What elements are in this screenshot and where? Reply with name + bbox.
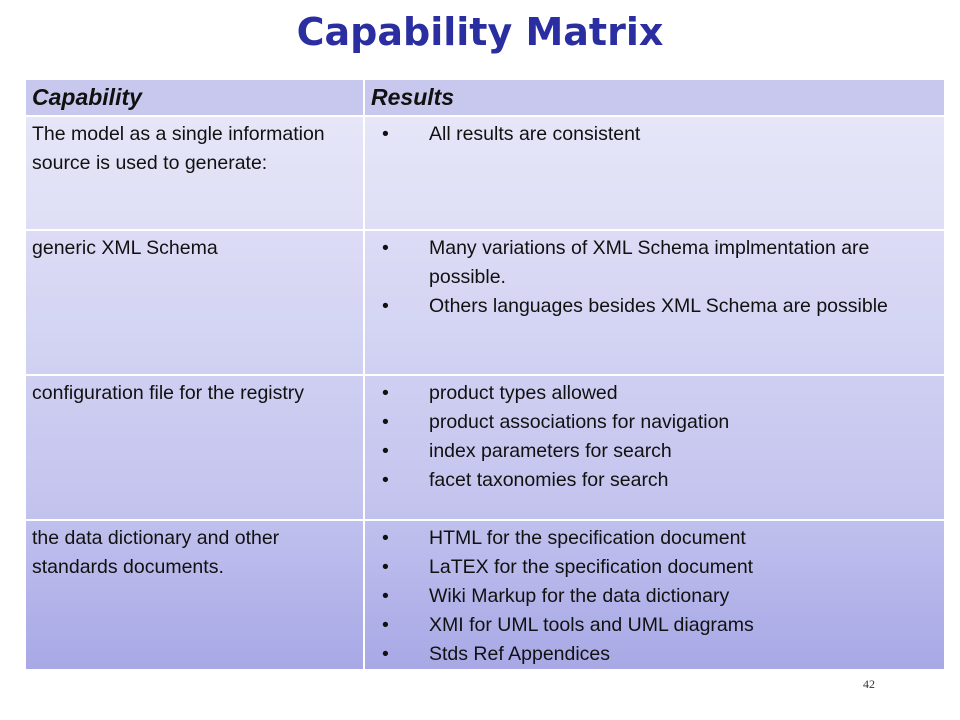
result-text: HTML for the specification document bbox=[429, 527, 746, 549]
bullet-icon: • bbox=[382, 643, 389, 665]
bullet-icon: • bbox=[382, 237, 389, 259]
table-row bbox=[25, 116, 945, 230]
bullet-icon: • bbox=[382, 527, 389, 549]
result-text: XMI for UML tools and UML diagrams bbox=[429, 614, 754, 636]
results-list bbox=[371, 234, 938, 321]
slide-title: Capability Matrix bbox=[296, 10, 664, 54]
capability-cell: generic XML Schema bbox=[25, 230, 364, 375]
result-text: facet taxonomies for search bbox=[429, 469, 669, 491]
bullet-icon: • bbox=[382, 382, 389, 404]
capability-cell: configuration file for the registry bbox=[25, 375, 364, 520]
bullet-icon: • bbox=[382, 295, 389, 317]
page-number: 42 bbox=[863, 677, 875, 691]
result-item bbox=[371, 437, 938, 466]
result-item bbox=[371, 408, 938, 437]
capability-column-header: Capability bbox=[25, 79, 364, 116]
capability-matrix-table bbox=[24, 78, 946, 671]
result-text: product types allowed bbox=[429, 382, 618, 404]
results-cell bbox=[364, 116, 945, 230]
results-cell bbox=[364, 520, 945, 670]
table-row bbox=[25, 230, 945, 375]
result-text: LaTEX for the specification document bbox=[429, 556, 754, 578]
table-row bbox=[25, 520, 945, 670]
result-item bbox=[371, 234, 938, 292]
result-item bbox=[371, 524, 938, 553]
result-item bbox=[371, 120, 938, 149]
table-header-row bbox=[25, 79, 945, 116]
result-item bbox=[371, 640, 938, 669]
result-text: Many variations of XML Schema implmentation are possible. bbox=[429, 237, 870, 288]
results-list bbox=[371, 120, 938, 149]
bullet-icon: • bbox=[382, 585, 389, 607]
result-text: Stds Ref Appendices bbox=[429, 643, 611, 665]
result-item bbox=[371, 553, 938, 582]
results-column-header: Results bbox=[364, 79, 945, 116]
bullet-icon: • bbox=[382, 411, 389, 433]
results-list bbox=[371, 379, 938, 495]
table-row bbox=[25, 375, 945, 520]
bullet-icon: • bbox=[382, 469, 389, 491]
results-list bbox=[371, 524, 938, 669]
result-text: Others languages besides XML Schema are possible bbox=[429, 295, 888, 317]
result-item bbox=[371, 379, 938, 408]
bullet-icon: • bbox=[382, 123, 389, 145]
result-text: All results are consistent bbox=[429, 123, 641, 145]
result-item bbox=[371, 292, 938, 321]
result-item bbox=[371, 582, 938, 611]
result-text: product associations for navigation bbox=[429, 411, 730, 433]
results-cell bbox=[364, 230, 945, 375]
result-item bbox=[371, 611, 938, 640]
result-text: index parameters for search bbox=[429, 440, 672, 462]
bullet-icon: • bbox=[382, 556, 389, 578]
bullet-icon: • bbox=[382, 440, 389, 462]
capability-cell: The model as a single information source is used to generate: bbox=[25, 116, 364, 230]
result-item bbox=[371, 466, 938, 495]
capability-cell: the data dictionary and other standards documents. bbox=[25, 520, 364, 670]
bullet-icon: • bbox=[382, 614, 389, 636]
result-text: Wiki Markup for the data dictionary bbox=[429, 585, 730, 607]
results-cell bbox=[364, 375, 945, 520]
